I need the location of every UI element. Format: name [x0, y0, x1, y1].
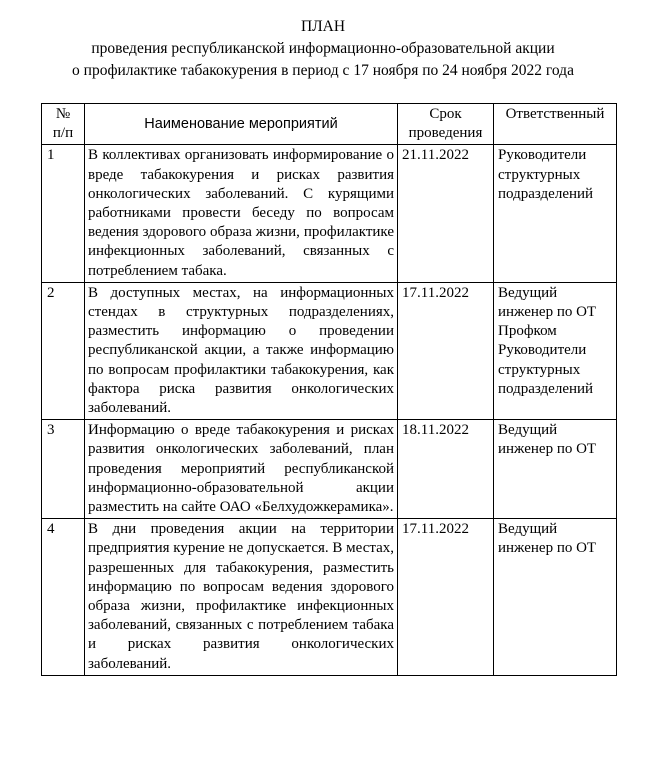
row-number: 1: [42, 145, 85, 282]
row-date: 17.11.2022: [398, 519, 494, 676]
row-responsible: [494, 420, 617, 519]
header-date: [398, 104, 494, 145]
row-responsible: [494, 145, 617, 282]
row-event-name: Информацию о вреде табакокурения и рисках развития онкологических заболеваний, план проведения мероприятий республиканской информационно-образовательной акции разместить на сайте ОАО «Белхудожкерамика».: [85, 420, 398, 519]
responsible-line: инженер по ОТ: [498, 304, 597, 321]
responsible-line: инженер по ОТ: [498, 540, 597, 557]
row-responsible: [494, 282, 617, 419]
table-header-row: [42, 104, 617, 145]
header-date-line-1: Срок: [429, 106, 462, 122]
row-date: 21.11.2022: [398, 145, 494, 282]
responsible-line: Руководители: [498, 147, 587, 164]
responsible-line: инженер по ОТ: [498, 441, 597, 458]
row-event-name: В доступных местах, на информационных стендах в структурных подразделениях, разместить информацию о проведении республиканской акции, а также информацию по вопросам профилактики табакокурения, как фактора риска развития онкологических заболеваний.: [85, 282, 398, 419]
header-number: [42, 104, 85, 145]
document-title: ПЛАН: [300, 18, 346, 35]
responsible-line: Профком: [498, 323, 557, 340]
table-row: [42, 145, 617, 282]
document-subtitle-line-2: о профилактике табакокурения в период с 17 ноября по 24 ноября 2022 года: [72, 62, 574, 79]
table-row: [42, 420, 617, 519]
header-number-line-1: №: [55, 106, 71, 122]
row-responsible: [494, 519, 617, 676]
events-plan-table: [41, 103, 617, 676]
row-number: 2: [42, 282, 85, 419]
responsible-line: структурных: [498, 361, 581, 378]
responsible-line: Ведущий: [498, 422, 558, 439]
table-row: [42, 519, 617, 676]
row-number: 3: [42, 420, 85, 519]
row-date: 18.11.2022: [398, 420, 494, 519]
row-date: 17.11.2022: [398, 282, 494, 419]
row-number: 4: [42, 519, 85, 676]
document-subtitle-line-1: проведения республиканской информационно-образовательной акции: [91, 40, 555, 57]
responsible-line: подразделений: [498, 185, 594, 202]
table-row: [42, 282, 617, 419]
header-responsible: Ответственный: [494, 104, 617, 145]
row-event-name: В коллективах организовать информирование о вреде табакокурения и рисках развития онкологических заболеваний. С курящими работниками провести беседу по вопросам ведения здорового образа жизни, профилактике инфекционных заболеваний, связанных с потреблением табака.: [85, 145, 398, 282]
header-date-line-2: проведения: [408, 125, 483, 142]
responsible-line: подразделений: [498, 380, 594, 397]
responsible-line: Ведущий: [498, 521, 558, 538]
row-event-name: В дни проведения акции на территории предприятия курение не допускается. В местах, разрешенных для табакокурения, разместить информацию по вопросам ведения здорового образа жизни, профилактике инфекционных заболеваний, связанных с потреблением табака и рисках развития онкологических заболеваний.: [85, 519, 398, 676]
header-number-line-2: п/п: [52, 125, 74, 142]
responsible-line: структурных: [498, 166, 581, 183]
responsible-line: Ведущий: [498, 284, 558, 301]
header-event-name: Наименование мероприятий: [85, 104, 398, 145]
responsible-line: Руководители: [498, 342, 587, 359]
